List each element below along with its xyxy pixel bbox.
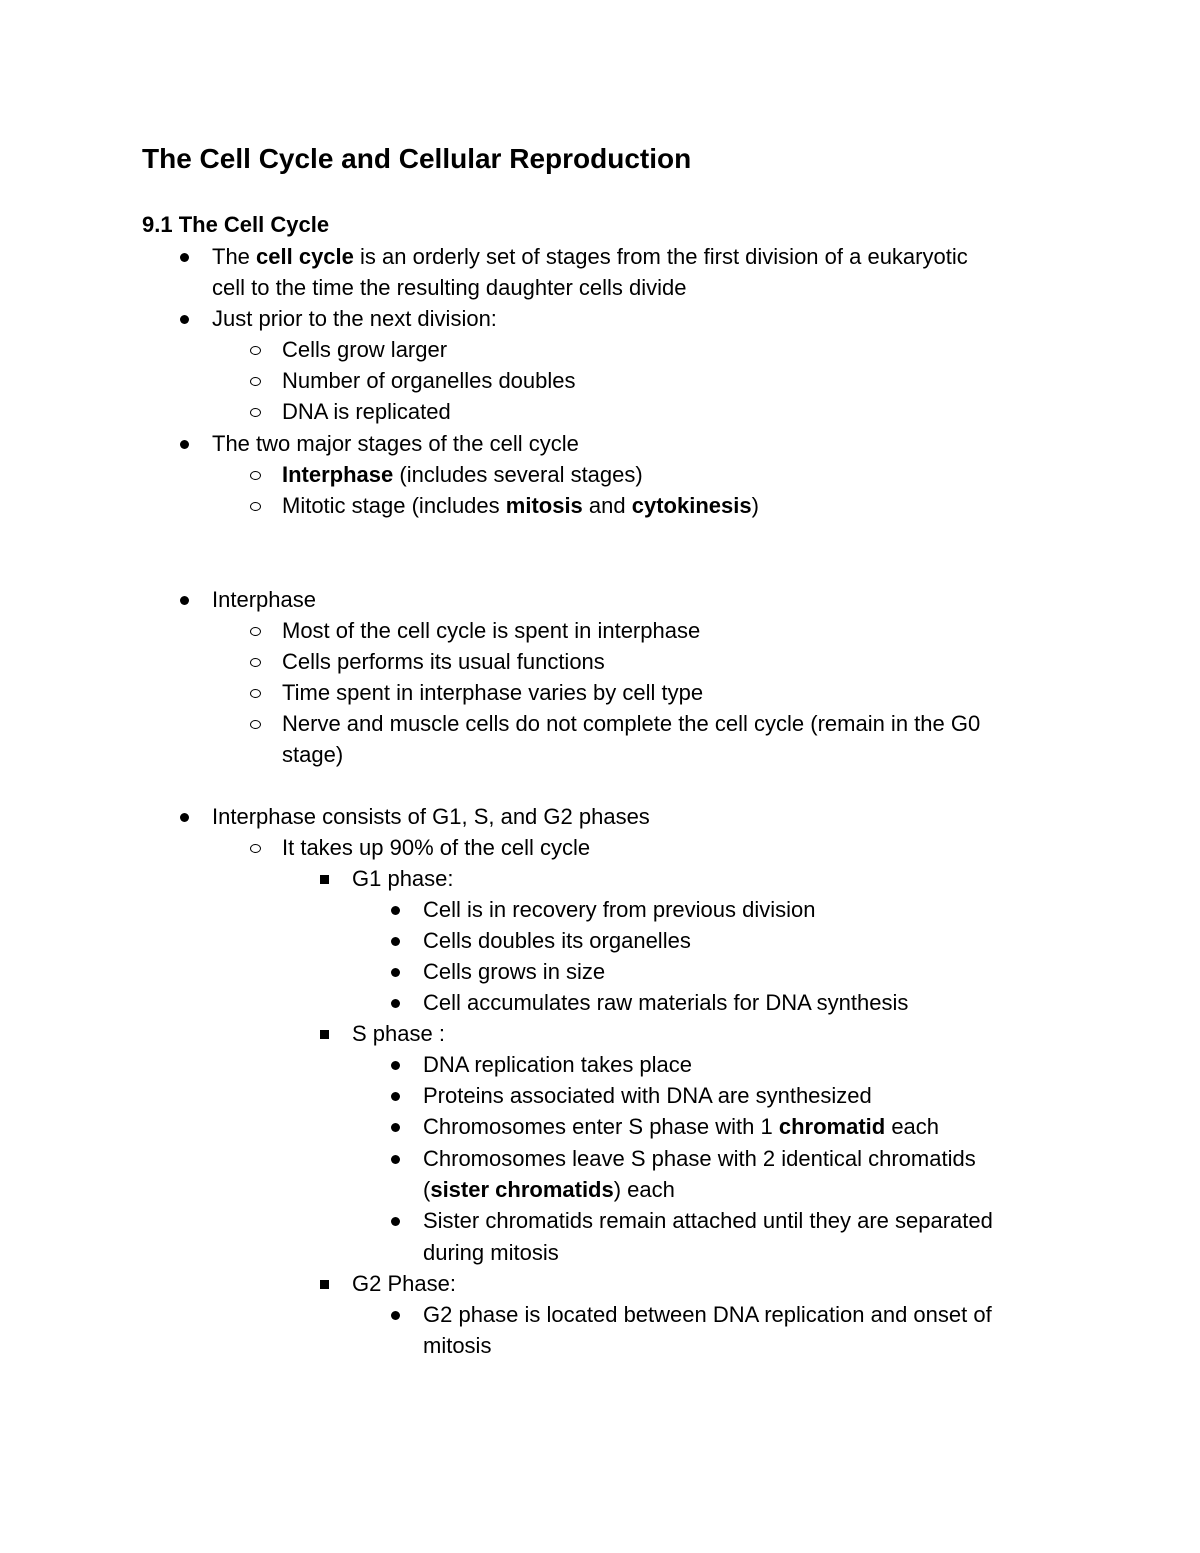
list-item: Cell accumulates raw materials for DNA synthesis	[423, 987, 908, 1018]
bullet-circle-icon	[250, 502, 261, 511]
list-item: Cells performs its usual functions	[282, 646, 605, 677]
list-item: The two major stages of the cell cycle	[212, 428, 579, 459]
bullet-circle-icon	[250, 720, 261, 729]
section-heading: 9.1 The Cell Cycle	[142, 212, 330, 237]
bullet-square-icon	[320, 1030, 329, 1039]
list-item: Interphase	[212, 584, 316, 615]
list-item: Proteins associated with DNA are synthesized	[423, 1080, 872, 1111]
list-item: Time spent in interphase varies by cell type	[282, 677, 703, 708]
list-item: It takes up 90% of the cell cycle	[282, 832, 590, 863]
list-item: Interphase (includes several stages)	[282, 459, 643, 490]
bullet-circle-icon	[250, 689, 261, 698]
bullet-disc-icon	[391, 1311, 400, 1320]
bullet-circle-icon	[250, 377, 261, 386]
bullet-disc-icon	[180, 440, 189, 449]
list-item: Interphase consists of G1, S, and G2 phases	[212, 801, 650, 832]
list-item: G2 phase is located between DNA replication and onset of	[423, 1299, 992, 1330]
bullet-circle-icon	[250, 844, 261, 853]
list-item: Chromosomes leave S phase with 2 identical chromatids	[423, 1143, 976, 1174]
list-item: G1 phase:	[352, 863, 454, 894]
list-item-continuation: stage)	[282, 742, 344, 767]
list-item: S phase :	[352, 1018, 445, 1049]
bullet-circle-icon	[250, 346, 261, 355]
bullet-disc-icon	[391, 1061, 400, 1070]
bullet-disc-icon	[391, 999, 400, 1008]
bullet-disc-icon	[180, 253, 189, 262]
list-item-continuation: mitosis	[423, 1333, 492, 1358]
list-item: DNA is replicated	[282, 396, 451, 427]
bullet-disc-icon	[180, 596, 189, 605]
bullet-square-icon	[320, 1280, 329, 1289]
list-item-continuation: cell to the time the resulting daughter cells divide	[212, 275, 687, 300]
list-item: Most of the cell cycle is spent in interphase	[282, 615, 700, 646]
list-item: Cells grow larger	[282, 334, 447, 365]
bullet-disc-icon	[391, 968, 400, 977]
bullet-disc-icon	[391, 1155, 400, 1164]
bullet-disc-icon	[391, 1092, 400, 1101]
list-item: The cell cycle is an orderly set of stages from the first division of a eukaryotic	[212, 241, 968, 272]
bullet-circle-icon	[250, 471, 261, 480]
bullet-circle-icon	[250, 408, 261, 417]
bullet-disc-icon	[391, 906, 400, 915]
bullet-circle-icon	[250, 627, 261, 636]
list-item: Cells doubles its organelles	[423, 925, 691, 956]
list-item: Cells grows in size	[423, 956, 605, 987]
list-item: Chromosomes enter S phase with 1 chromatid each	[423, 1111, 939, 1142]
bullet-disc-icon	[180, 813, 189, 822]
list-item: G2 Phase:	[352, 1268, 456, 1299]
bullet-disc-icon	[391, 1123, 400, 1132]
list-item-continuation: (sister chromatids) each	[423, 1177, 675, 1202]
list-item: Mitotic stage (includes mitosis and cytokinesis)	[282, 490, 759, 521]
bullet-square-icon	[320, 875, 329, 884]
bullet-disc-icon	[391, 1217, 400, 1226]
list-item: Just prior to the next division:	[212, 303, 497, 334]
list-item: DNA replication takes place	[423, 1049, 692, 1080]
bullet-circle-icon	[250, 658, 261, 667]
document-title: The Cell Cycle and Cellular Reproduction	[142, 143, 692, 174]
bullet-disc-icon	[180, 315, 189, 324]
bullet-disc-icon	[391, 937, 400, 946]
list-item: Cell is in recovery from previous division	[423, 894, 815, 925]
list-item-continuation: during mitosis	[423, 1240, 559, 1265]
list-item: Sister chromatids remain attached until they are separated	[423, 1205, 993, 1236]
list-item: Nerve and muscle cells do not complete the cell cycle (remain in the G0	[282, 708, 980, 739]
list-item: Number of organelles doubles	[282, 365, 576, 396]
